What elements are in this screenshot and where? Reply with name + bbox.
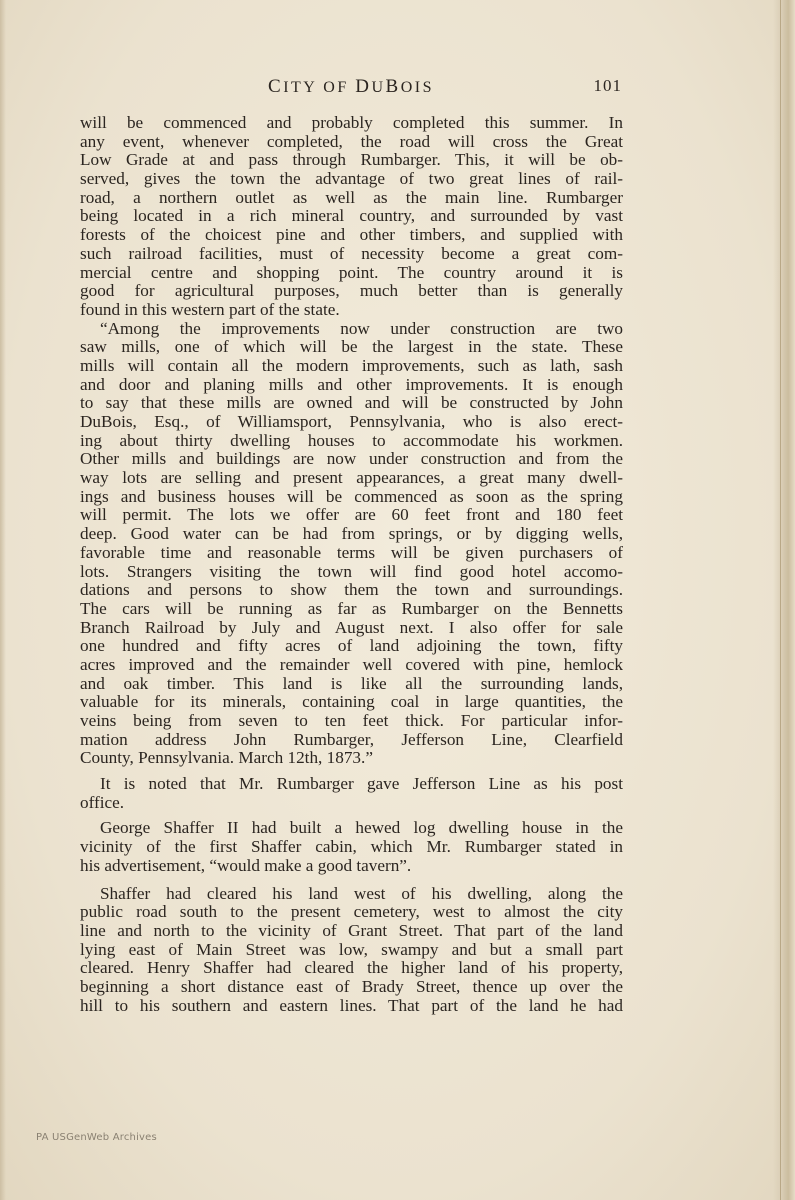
text-line: ings and business houses will be commenced as soon as the spring <box>80 486 623 506</box>
page-left-shadow <box>0 0 6 1200</box>
text-line: good for agricultural purposes, much better than is generally <box>80 281 623 301</box>
text-line: favorable time and reasonable terms will be given purchasers of <box>80 542 623 562</box>
text-line: such railroad facilities, must of necessity become a great com- <box>80 243 623 263</box>
text-line: hill to his southern and eastern lines. That part of the land he had <box>80 995 623 1015</box>
text-line: valuable for its minerals, containing coal in large quantities, the <box>80 692 623 712</box>
text-line: to say that these mills are owned and will be constructed by John <box>80 393 623 413</box>
text-line: veins being from seven to ten feet thick. For particular infor- <box>80 711 623 730</box>
text-line: being located in a rich mineral country, and surrounded by vast <box>80 206 623 226</box>
text-line: will permit. The lots we offer are 60 feet front and 180 feet <box>80 505 623 525</box>
text-line: George Shaffer II had built a hewed log dwelling house in the <box>100 818 623 838</box>
page-binding-line <box>780 0 781 1200</box>
text-line: and oak timber. This land is like all the surrounding lands, <box>80 673 623 693</box>
text-line: forests of the choicest pine and other timbers, and supplied with <box>80 225 623 245</box>
paragraph-1 <box>80 114 623 320</box>
archive-watermark: PA USGenWeb Archives <box>36 1132 157 1143</box>
text-line: lying east of Main Street was low, swampy and but a small part <box>80 939 623 959</box>
text-line: cleared. Henry Shaffer had cleared the higher land of his property, <box>80 958 623 978</box>
text-line: saw mills, one of which will be the largest in the state. These <box>80 337 623 357</box>
text-line: County, Pennsylvania. March 12th, 1873.” <box>80 748 373 768</box>
text-line: any event, whenever completed, the road will cross the Great <box>80 131 623 151</box>
text-line: road, a northern outlet as well as the main line. Rumbarger <box>80 187 623 207</box>
text-line: Other mills and buildings are now under construction and from the <box>80 449 623 469</box>
text-line: deep. Good water can be had from springs, or by digging wells, <box>80 524 623 544</box>
running-title: CITY OF DUBOIS <box>268 76 434 97</box>
text-line: served, gives the town the advantage of two great lines of rail- <box>80 169 623 189</box>
text-line: public road south to the present cemetery, west to almost the city <box>80 902 623 922</box>
text-line: way lots are selling and present appearances, a great many dwell- <box>80 468 623 488</box>
paragraph-3 <box>80 775 623 812</box>
page-header <box>80 74 622 98</box>
text-line: line and north to the vicinity of Grant Street. That part of the land <box>80 920 623 940</box>
text-line: vicinity of the first Shaffer cabin, which Mr. Rumbarger stated in <box>80 837 623 857</box>
text-line: office. <box>80 792 125 812</box>
text-line: Low Grade at and pass through Rumbarger. This, it will be ob- <box>80 150 623 170</box>
text-line: acres improved and the remainder well covered with pine, hemlock <box>80 654 623 674</box>
paragraph-2 <box>80 320 623 769</box>
page-number: 101 <box>593 76 622 95</box>
text-line: mills will contain all the modern improvements, such as lath, sash <box>80 355 623 375</box>
page-right-edge <box>773 0 795 1200</box>
paragraph-4 <box>80 819 623 875</box>
text-line: mation address John Rumbarger, Jefferson Line, Clearfield <box>80 729 623 749</box>
page-body <box>80 114 623 1015</box>
text-line: mercial centre and shopping point. The country around it is <box>80 262 623 282</box>
text-line: DuBois, Esq., of Williamsport, Pennsylvania, who is also erect- <box>80 412 623 431</box>
text-line: Branch Railroad by July and August next. I also offer for sale <box>80 617 623 637</box>
paragraph-5 <box>80 885 623 1016</box>
text-line: The cars will be running as far as Rumbarger on the Bennetts <box>80 598 623 618</box>
text-line: beginning a short distance east of Brady Street, thence up over the <box>80 976 623 996</box>
text-line: It is noted that Mr. Rumbarger gave Jefferson Line as his post <box>100 774 623 794</box>
text-line: lots. Strangers visiting the town will find good hotel accomo- <box>80 561 623 581</box>
text-line: found in this western part of the state. <box>80 299 340 319</box>
text-line: his advertisement, “would make a good tavern”. <box>80 855 412 875</box>
text-line: ing about thirty dwelling houses to accommodate his workmen. <box>80 430 623 450</box>
text-line: one hundred and fifty acres of land adjoining the town, fifty <box>80 636 623 656</box>
text-line: dations and persons to show them the town and surroundings. <box>80 580 623 600</box>
text-line: Shaffer had cleared his land west of his dwelling, along the <box>100 883 623 903</box>
text-line: and door and planing mills and other improvements. It is enough <box>80 374 623 394</box>
text-line: “Among the improvements now under construction are two <box>100 318 623 338</box>
text-line: will be commenced and probably completed this summer. In <box>80 113 623 132</box>
